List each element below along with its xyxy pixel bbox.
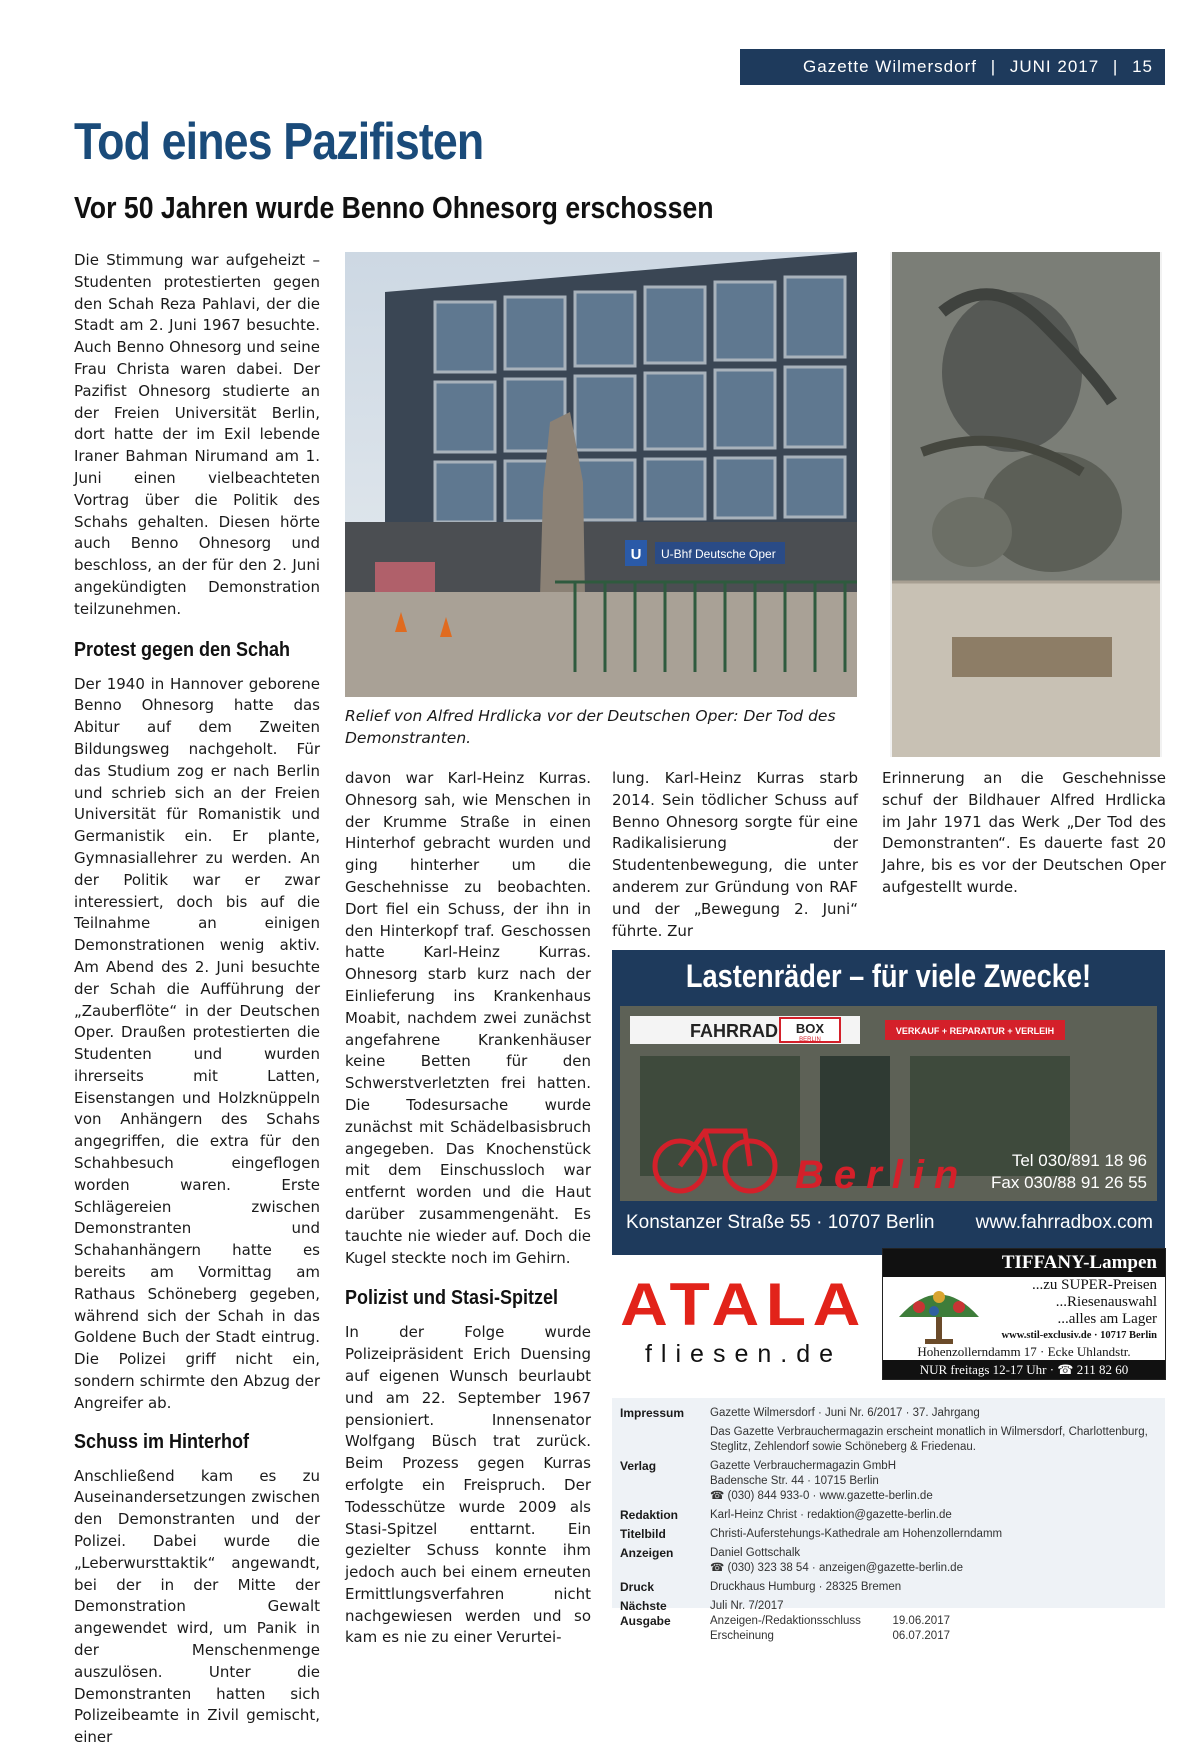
impressum-label: Redaktion (620, 1508, 679, 1522)
section-text-schuss: Anschließend kam es zu Auseinandersetzungen zwischen den Demonstranten und der Polizei. Dabei wurde die „Leberwursttaktik“ angewandt, bei der in der Mitte der Demonstration Gewalt angewendet wird, um Panik in der Menschenmenge auszulösen. Unter die Demonstranten hatten sich Polizeibeamte in Zivil gemischt, einer (74, 1466, 320, 1747)
schedule-date: 19.06.2017 (892, 1615, 950, 1627)
ad-fax: Fax 030/88 91 26 55 (991, 1173, 1147, 1192)
ad-tel: Tel 030/891 18 96 (1011, 1151, 1147, 1170)
article-title: Tod eines Pazifisten (74, 113, 484, 171)
header-separator: | (990, 57, 997, 76)
relief-illustration (882, 252, 1166, 757)
impressum-schedule-row (710, 1614, 950, 1629)
tiffany-line-2: ...Riesenauswahl (1055, 1294, 1157, 1310)
column-3-text: lung. Karl-Heinz Kurras starb 2014. Sein tödlicher Schuss auf Benno Ohnesorg sorgte für eine Radikalisierung der Studentenbewegung, die unter anderem zur Gründung von RAF und der „Bewegung 2. Juni“ führte. Zur (612, 769, 858, 940)
impressum-row (620, 1527, 1157, 1542)
impressum-row (620, 1599, 1157, 1644)
ad-fahrradbox-shopfront (620, 1006, 1157, 1201)
column-3 (612, 768, 858, 942)
impressum-value: Daniel Gottschalk (710, 1547, 801, 1559)
ad-fahrradbox-address: Konstanzer Straße 55 · 10707 Berlin (626, 1212, 935, 1233)
schedule-label: Anzeigen-/Redaktionsschluss (710, 1615, 861, 1627)
tiffany-website[interactable]: www.stil-exclusiv.de · 10717 Berlin (1001, 1330, 1157, 1341)
impressum-value: Juli Nr. 7/2017 (710, 1600, 784, 1612)
shop-sign-berlin: BERLIN (799, 1037, 821, 1043)
impressum-value: Das Gazette Verbrauchermagazin erscheint monatlich in Wilmersdorf, Charlottenburg, (710, 1426, 1148, 1438)
impressum-label: Titelbild (620, 1527, 666, 1541)
impressum-schedule-row (710, 1629, 950, 1644)
impressum-label: Druck (620, 1580, 655, 1594)
page-number: 15 (1132, 57, 1153, 76)
impressum-value: Druckhaus Humburg · 28325 Bremen (710, 1581, 902, 1593)
photo-deutsche-oper (345, 252, 857, 697)
page-header (740, 49, 1165, 85)
impressum-row (620, 1508, 1157, 1523)
section-heading-schuss: Schuss im Hinterhof (74, 1430, 250, 1453)
section-text-stasi: In der Folge wurde Polizeipräsident Erich Duensing auf eigenen Wunsch beurlaubt und am 22. September 1967 pensioniert. Innensenator Wolfgang Büsch trat zurück. Beim Prozess gegen Kurras erfolgte ein Freispruch. Der Todesschütze wurde 2009 als Stasi-Spitzel enttarnt. Ein gezielter Schuss konnte ihm jedoch auch bei einem erneuten Ermittlungsverfahren nicht nachgewiesen werden und so kam es nie zu einer Verurtei- (345, 1323, 591, 1647)
atala-domain[interactable]: fliesen.de (644, 1340, 843, 1368)
impressum-label (620, 1425, 710, 1455)
impressum-value: Badensche Str. 44 · 10715 Berlin (710, 1475, 879, 1487)
shop-sign-fahrrad: FAHRRAD (690, 1021, 778, 1041)
ad-fahrradbox-title: Lastenräder – für viele Zwecke! (685, 958, 1092, 994)
schedule-date: 06.07.2017 (892, 1630, 950, 1642)
tiffany-title: TIFFANY-Lampen (883, 1249, 1165, 1277)
impressum-value: Christi-Auferstehungs-Kathedrale am Hohenzollerndamm (710, 1528, 1003, 1540)
tiffany-lamp-icon (889, 1277, 989, 1347)
impressum-label: Verlag (620, 1459, 657, 1473)
section-heading-protest: Protest gegen den Schah (74, 638, 291, 661)
impressum-box (612, 1398, 1165, 1642)
column-2 (345, 768, 591, 1649)
impressum-label: Impressum (620, 1406, 685, 1420)
impressum-value: Karl-Heinz Christ · redaktion@gazette-berlin.de (710, 1509, 952, 1521)
tiffany-address: Hohenzollerndamm 17 · Ecke Uhlandstr. (917, 1344, 1131, 1359)
ad-fahrradbox-website[interactable]: www.fahrradbox.com (975, 1212, 1153, 1233)
column-2-text: davon war Karl-Heinz Kurras. Ohnesorg sah, wie Menschen in der Krumme Straße in einen Hinterhof gebracht wurden und ging hinterher um die Geschehnisse zu beobachten. Dort fiel ein Schuss, der ihn in den Hinterkopf traf. Geschossen hatte Karl-Heinz Kurras. Ohnesorg starb kurz nach der Einlieferung ins Krankenhaus Moabit, nachdem zwei zunächst angefahrene Krankenhäuser keine Betten für den Schwerstverletzten frei hatten. Die Todesursache wurde zunächst mit Schädelbasisbruch angegeben. Das Knochenstück mit dem Einschussloch war entfernt worden und die Haut darüber zusammengenäht. Es tauchte nie wieder auf. Doch die Kugel steckte noch im Gehirn. (345, 769, 591, 1267)
column-1 (74, 250, 320, 1749)
tiffany-hours: NUR freitags 12-17 Uhr · ☎ 211 82 60 (883, 1360, 1165, 1379)
column-4 (882, 768, 1166, 899)
impressum-value: ☎ (030) 844 933-0 · www.gazette-berlin.de (710, 1490, 933, 1502)
article-intro: Die Stimmung war aufgeheizt – Studenten protestierten gegen den Schah Reza Pahlavi, der die Stadt am 2. Juni 1967 besuchte. Auch Benno Ohnesorg und seine Frau Christa waren dabei. Der Pazifist Ohnesorg studierte an der Freien Universität Berlin, dort hatte der im Exil lebende Iraner Bahman Nirumand am 1. Juni einen vielbeachteten Vortrag über die Politik des Schahs gehalten. Diesen hörte auch Benno Ohnesorg und beschloss, an der für den 2. Juni angekündigten Demonstration teilzunehmen. (74, 251, 320, 618)
shop-banner: VERKAUF + REPARATUR + VERLEIH (895, 1026, 1055, 1036)
impressum-row (620, 1459, 1157, 1504)
impressum-row (620, 1580, 1157, 1595)
impressum-row (620, 1406, 1157, 1421)
impressum-value: Gazette Verbrauchermagazin GmbH (710, 1460, 897, 1472)
impressum-value: Gazette Wilmersdorf · Juni Nr. 6/2017 · 37. Jahrgang (710, 1407, 980, 1419)
impressum-row (620, 1425, 1157, 1455)
section-heading-stasi: Polizist und Stasi-Spitzel (345, 1287, 559, 1310)
ad-atala[interactable] (612, 1270, 875, 1385)
impressum-rows (612, 1398, 1165, 1644)
tiffany-line-3: ...alles am Lager (1057, 1311, 1157, 1327)
column-4-text: Erinnerung an die Geschehnisse schuf der Bildhauer Alfred Hrdlicka im Jahr 1971 das Werk „Der Tod des Demonstranten“. Es dauerte fast 20 Jahre, bis es vor der Deutschen Oper aufgestellt wurde. (882, 769, 1166, 896)
impressum-row (620, 1546, 1157, 1576)
issue-month: JUNI 2017 (1009, 57, 1100, 76)
shop-sign-box: BOX (795, 1021, 825, 1036)
publication-name: Gazette Wilmersdorf (803, 57, 977, 76)
ad-berlin-lettering: Berlin (795, 1153, 969, 1197)
atala-logo: ATALA (620, 1271, 867, 1338)
u-bahn-sign: U-Bhf Deutsche Oper (661, 547, 776, 561)
header-separator: | (1112, 57, 1119, 76)
tiffany-line-1: ...zu SUPER-Preisen (1032, 1277, 1157, 1293)
ad-tiffany[interactable] (882, 1248, 1166, 1380)
impressum-value: ☎ (030) 323 38 54 · anzeigen@gazette-berlin.de (710, 1562, 963, 1574)
photo-caption: Relief von Alfred Hrdlicka vor der Deutschen Oper: Der Tod des Demonstranten. (345, 707, 836, 747)
opera-building-illustration (345, 252, 857, 697)
schedule-label: Erscheinung (710, 1630, 774, 1642)
ad-fahrradbox[interactable] (612, 950, 1165, 1255)
section-text-protest: Der 1940 in Hannover geborene Benno Ohnesorg hatte das Abitur auf dem Zweiten Bildungsweg nachgeholt. Für das Studium zog er nach Berlin und schrieb sich an der Freien Universität für Romanistik und Germanistik ein. Er plante, Gymnasiallehrer zu werden. An der Politik war er zwar interessiert, doch bis auf die Teilnahme an einigen Demonstrationen wenig aktiv. Am Abend des 2. Juni besuchte der Schah die Aufführung der „Zauberflöte“ in der Deutschen Oper. Draußen protestierten die Studenten und wurden ihrerseits mit Latten, Eisenstangen und Holzknüppeln von Anhängern des Schahs angegriffen, die extra für den Schahbesuch eingeflogen worden waren. Erste Schlägereien zwischen Demonstranten und Schahanhängern hatte es bereits am Vormittag am Rathaus Schöneberg gegeben, während sich der Schah in das Goldene Buch der Stadt eintrug. Die Polizei griff nicht ein, sondern schirmte den Abzug der Angreifer ab. (74, 674, 320, 1412)
impressum-label: Nächste Ausgabe (620, 1599, 671, 1628)
shopfront-illustration (620, 1006, 1157, 1201)
article-subtitle: Vor 50 Jahren wurde Benno Ohnesorg erschossen (74, 190, 714, 225)
photo-hrdlicka-relief (882, 252, 1166, 757)
impressum-value: Steglitz, Zehlendorf sowie Schöneberg & Friedenau. (710, 1441, 976, 1453)
impressum-label: Anzeigen (620, 1546, 674, 1560)
u-bahn-sign-letter: U (630, 546, 642, 563)
